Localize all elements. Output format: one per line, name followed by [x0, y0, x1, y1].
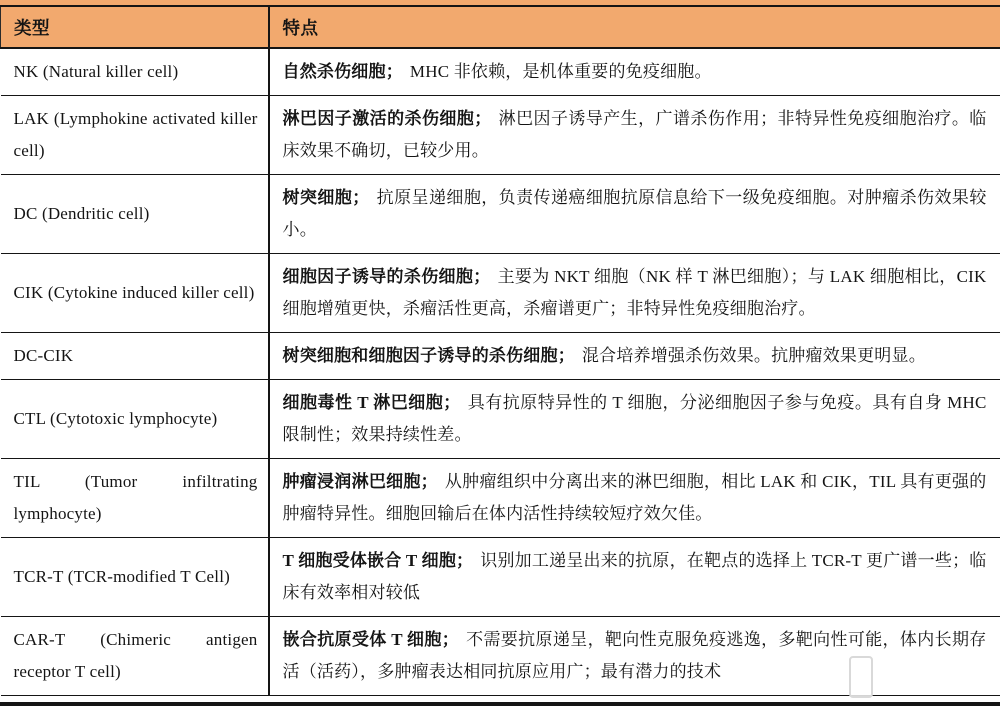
cell-feature: [269, 538, 1000, 617]
feature-headword: T 细胞受体嵌合 T 细胞；: [282, 551, 474, 570]
cell-feature: [269, 96, 1000, 175]
cell-types-table: [0, 5, 1000, 696]
feature-headword: 淋巴因子激活的杀伤细胞；: [282, 109, 492, 128]
cell-feature: [269, 175, 1000, 254]
table-row: [1, 380, 1000, 459]
cell-type: NK (Natural killer cell): [1, 48, 269, 96]
cell-feature: [269, 254, 1000, 333]
cell-feature: [269, 459, 1000, 538]
feature-description: 具有抗原特异性的 T 细胞，分泌细胞因子参与免疫。具有自身 MHC 限制性；效果持续性差。: [282, 393, 987, 444]
cell-type: LAK (Lymphokine activated killer cell): [1, 96, 269, 175]
table-body: [1, 48, 1000, 696]
table-header: [1, 6, 1000, 48]
feature-description: 抗原呈递细胞，负责传递癌细胞抗原信息给下一级免疫细胞。对肿瘤杀伤效果较小。: [282, 188, 987, 239]
table-row: [1, 175, 1000, 254]
table-row: [1, 459, 1000, 538]
feature-headword: 树突细胞；: [282, 188, 370, 207]
header-type: 类型: [1, 6, 269, 48]
table-row: [1, 617, 1000, 696]
feature-description: 不需要抗原递呈，靶向性克服免疫逃逸，多靶向性可能，体内长期存活（活药），多肿瘤表达相同抗原应用广；最有潜力的技术: [282, 630, 987, 681]
cell-type: TCR-T (TCR-modified T Cell): [1, 538, 269, 617]
feature-description: 淋巴因子诱导产生，广谱杀伤作用；非特异性免疫细胞治疗。临床效果不确切，已较少用。: [282, 109, 987, 160]
header-feature: 特点: [269, 6, 1000, 48]
cell-type: CIK (Cytokine induced killer cell): [1, 254, 269, 333]
cell-feature: [269, 48, 1000, 96]
cell-feature: [269, 333, 1000, 380]
cell-type: TIL (Tumor infiltrating lymphocyte): [1, 459, 269, 538]
cell-type: CTL (Cytotoxic lymphocyte): [1, 380, 269, 459]
table-row: [1, 48, 1000, 96]
table-row: [1, 254, 1000, 333]
feature-headword: 细胞因子诱导的杀伤细胞；: [282, 267, 491, 286]
feature-description: 主要为 NKT 细胞（NK 样 T 淋巴细胞）；与 LAK 细胞相比，CIK 细胞增殖更快，杀瘤活性更高，杀瘤谱更广；非特异性免疫细胞治疗。: [282, 267, 987, 318]
cell-type: CAR-T (Chimeric antigen receptor T cell): [1, 617, 269, 696]
feature-description: 混合培养增强杀伤效果。抗肿瘤效果更明显。: [581, 346, 926, 365]
table-row: [1, 333, 1000, 380]
feature-description: 从肿瘤组织中分离出来的淋巴细胞，相比 LAK 和 CIK，TIL 具有更强的肿瘤特异性。细胞回输后在体内活性持续较短疗效欠佳。: [282, 472, 987, 523]
feature-headword: 肿瘤浸润淋巴细胞；: [282, 472, 438, 491]
table-row: [1, 96, 1000, 175]
feature-headword: 嵌合抗原受体 T 细胞；: [282, 630, 459, 649]
feature-headword: 细胞毒性 T 淋巴细胞；: [282, 393, 461, 412]
bottom-rule: [0, 702, 1000, 706]
feature-description: MHC 非依赖，是机体重要的免疫细胞。: [409, 62, 712, 81]
feature-headword: 树突细胞和细胞因子诱导的杀伤细胞；: [282, 346, 575, 365]
table-row: [1, 538, 1000, 617]
feature-headword: 自然杀伤细胞；: [282, 62, 403, 81]
cell-type: DC (Dendritic cell): [1, 175, 269, 254]
cell-feature: [269, 380, 1000, 459]
cell-type: DC-CIK: [1, 333, 269, 380]
feature-description: 识别加工递呈出来的抗原，在靶点的选择上 TCR-T 更广谱一些；临床有效率相对较低: [282, 551, 987, 602]
cell-feature: [269, 617, 1000, 696]
